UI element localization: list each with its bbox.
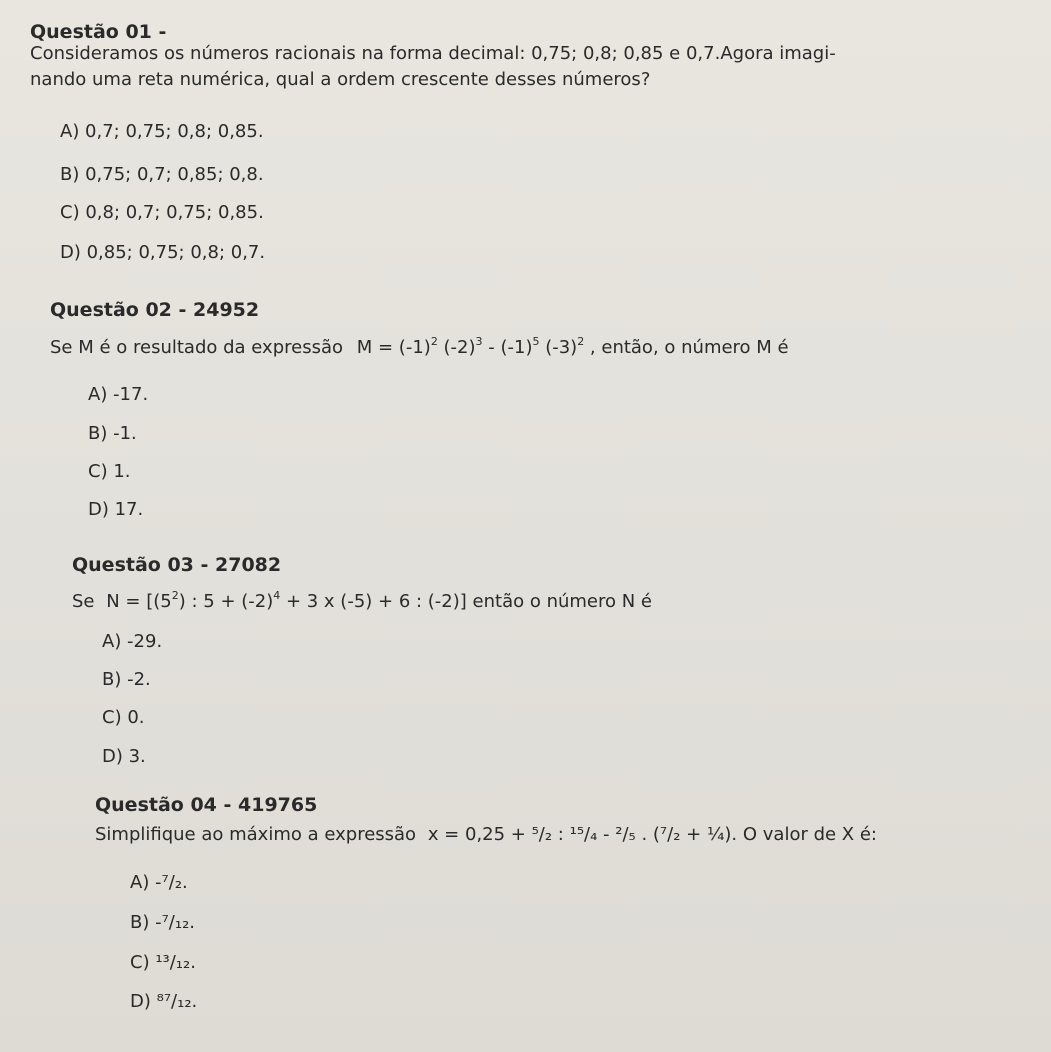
question-2-intro: Se M é o resultado da expressão — [50, 337, 344, 358]
question-3-title: Questão 03 - 27082 — [72, 554, 282, 576]
question-3-option-d[interactable]: D) 3. — [102, 746, 146, 767]
question-4-title: Questão 04 - 419765 — [95, 794, 318, 816]
question-4-outro: . O valor de X é: — [731, 824, 877, 845]
question-4-option-d[interactable]: D) ⁸⁷/₁₂. — [130, 991, 198, 1012]
question-2-option-a[interactable]: A) -17. — [88, 384, 149, 405]
question-3-intro: Se — [72, 591, 95, 612]
question-2-expression: $M = (-1)^2$ $(-2)^3 - (-1)^5$ $(-3)^2$ — [356, 335, 585, 358]
question-3-outro: então o número N é — [472, 591, 653, 612]
question-2-outro: , então, o número M é — [589, 337, 789, 358]
question-3-option-a[interactable]: A) -29. — [102, 631, 163, 652]
question-2-option-c[interactable]: C) 1. — [88, 461, 131, 482]
question-3-option-b[interactable]: B) -2. — [102, 669, 151, 690]
question-1-option-b[interactable]: B) 0,75; 0,7; 0,85; 0,8. — [60, 164, 264, 185]
question-4-expression: x = 0,25 + ⁵/₂ : ¹⁵/₄ - ²/₅ . (⁷/₂ + ¼) — [427, 824, 732, 845]
question-3-option-c[interactable]: C) 0. — [102, 707, 145, 728]
question-3-expression: $N = [(5^2)$ : $5 + (-2)^4 + 3$ x (-5) + 6 : (-2)] — [106, 589, 467, 612]
question-3-statement — [72, 590, 652, 612]
question-2-title: Questão 02 - 24952 — [50, 299, 260, 321]
question-2-option-d[interactable]: D) 17. — [88, 499, 144, 520]
question-2-statement — [50, 336, 789, 358]
question-4-intro: Simplifique ao máximo a expressão — [95, 824, 417, 845]
question-1-text-line2: nando uma reta numérica, qual a ordem crescente desses números? — [30, 69, 651, 90]
question-1-option-a[interactable]: A) 0,7; 0,75; 0,8; 0,85. — [60, 121, 264, 142]
question-4-option-c[interactable]: C) ¹³/₁₂. — [130, 952, 196, 973]
question-1-title: Questão 01 - — [30, 21, 167, 43]
question-4-option-b[interactable]: B) -⁷/₁₂. — [130, 912, 196, 933]
question-1-option-c[interactable]: C) 0,8; 0,7; 0,75; 0,85. — [60, 202, 264, 223]
question-2-option-b[interactable]: B) -1. — [88, 423, 137, 444]
question-1-text-line1: Consideramos os números racionais na forma decimal: 0,75; 0,8; 0,85 e 0,7.Agora imagi- — [30, 43, 836, 64]
question-4-statement — [95, 825, 877, 845]
question-1-option-d[interactable]: D) 0,85; 0,75; 0,8; 0,7. — [60, 242, 266, 263]
question-4-option-a[interactable]: A) -⁷/₂. — [130, 872, 188, 893]
